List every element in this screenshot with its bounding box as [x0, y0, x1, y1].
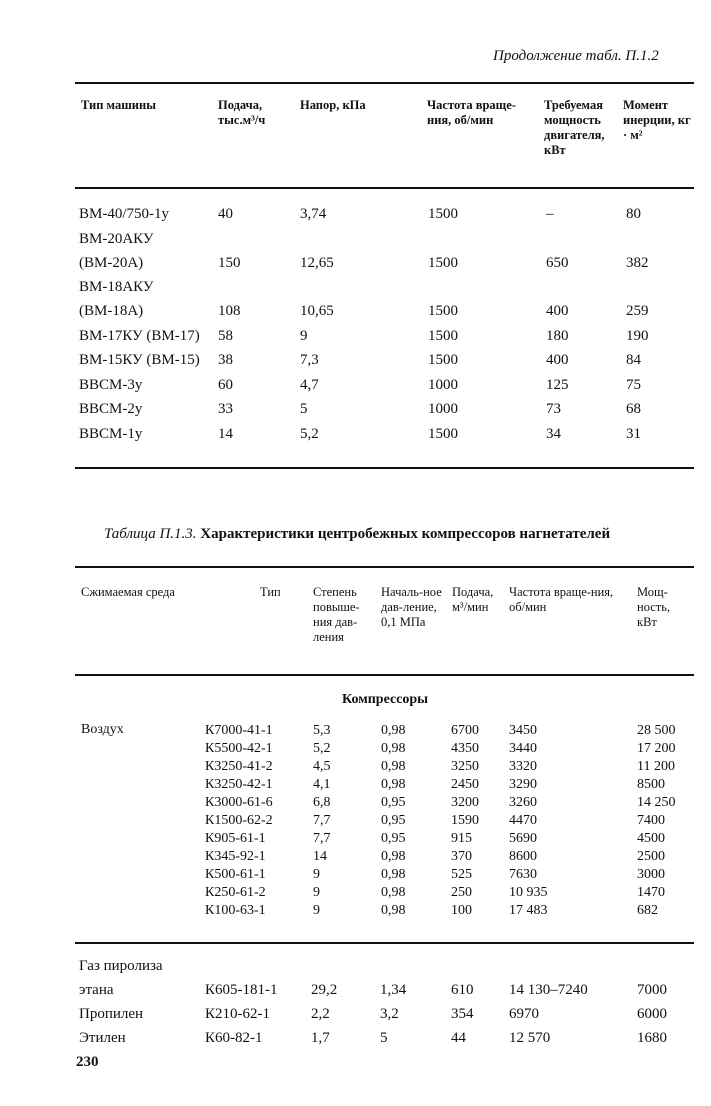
- table1-cell: 5,2: [300, 426, 319, 442]
- table1-cell: 1500: [428, 303, 458, 319]
- table1-machine-name: ВВСМ-1у: [79, 426, 143, 442]
- table2-air-cell: 3000: [637, 867, 665, 882]
- table2-air-cell: 0,98: [381, 759, 406, 774]
- table2-gas-cell: 6970: [509, 1006, 539, 1022]
- table1-cell: 1500: [428, 206, 458, 222]
- table1-cell: 190: [626, 328, 649, 344]
- table1-cell: 4,7: [300, 377, 319, 393]
- table2-header-power: Мощ-ность, кВт: [637, 585, 671, 629]
- table2-air-cell: 0,95: [381, 795, 406, 810]
- table2-air-cell: 17 483: [509, 903, 548, 918]
- table2-air-cell: 0,98: [381, 849, 406, 864]
- table1-cell: 400: [546, 352, 569, 368]
- table2-air-cell: 3320: [509, 759, 537, 774]
- table2-mid-rule: [75, 942, 694, 944]
- table1-cell: 73: [546, 401, 561, 417]
- table1-header-inertia: Момент инерции, кг · м²: [623, 98, 691, 142]
- table2-air-cell: 6700: [451, 723, 479, 738]
- table1-cell: 31: [626, 426, 641, 442]
- table1-cell: 108: [218, 303, 241, 319]
- table1-cell: –: [546, 206, 554, 222]
- table1-cell: 1500: [428, 255, 458, 271]
- table2-gas-cell: 29,2: [311, 982, 338, 998]
- table2-air-cell: 525: [451, 867, 472, 882]
- table1-header-rule: [75, 187, 694, 189]
- table1-cell: 10,65: [300, 303, 334, 319]
- table2-header-medium: Сжимаемая среда: [81, 585, 175, 599]
- table2-air-type: К905-61-1: [205, 831, 266, 846]
- table1-cell: 34: [546, 426, 561, 442]
- table1-cell: 382: [626, 255, 649, 271]
- table2-gas-cell: 7000: [637, 982, 667, 998]
- table2-air-cell: 7,7: [313, 813, 331, 828]
- table2-gas-type: К210-62-1: [205, 1006, 270, 1022]
- table2-air-type: К7000-41-1: [205, 723, 273, 738]
- table1-cell: 14: [218, 426, 233, 442]
- table2-gas-cell: 2,2: [311, 1006, 330, 1022]
- table2-gas-cell: 1,34: [380, 982, 407, 998]
- table2-caption-title: Характеристики центробежных компрессоров нагнетателей: [200, 526, 611, 542]
- table1-cell: 5: [300, 401, 308, 417]
- table2-air-cell: 3450: [509, 723, 537, 738]
- table2-air-cell: 7400: [637, 813, 665, 828]
- table1-cell: 12,65: [300, 255, 334, 271]
- table1-cell: 3,74: [300, 206, 327, 222]
- table2-air-cell: 100: [451, 903, 472, 918]
- continuation-heading: Продолжение табл. П.1.2: [493, 48, 659, 64]
- table1-cell: 7,3: [300, 352, 319, 368]
- table1-cell: 75: [626, 377, 641, 393]
- table2-air-cell: 9: [313, 903, 320, 918]
- table1-machine-name: ВВСМ-3у: [79, 377, 143, 393]
- table1-machine-name: ВМ-17КУ (ВМ-17): [79, 328, 200, 344]
- table1-cell: 60: [218, 377, 233, 393]
- table2-air-cell: 250: [451, 885, 472, 900]
- table2-air-cell: 17 200: [637, 741, 676, 756]
- table2-air-cell: 4500: [637, 831, 665, 846]
- table1-header-pressure: Напор, кПа: [300, 98, 366, 112]
- table2-air-cell: 2500: [637, 849, 665, 864]
- table1-top-rule: [75, 82, 694, 84]
- table2-gas-type: К60-82-1: [205, 1030, 263, 1046]
- table2-caption: [104, 526, 610, 543]
- table1-cell: 650: [546, 255, 569, 271]
- table2-air-cell: 4470: [509, 813, 537, 828]
- table1-cell: 33: [218, 401, 233, 417]
- table2-air-cell: 2450: [451, 777, 479, 792]
- table2-air-cell: 5,3: [313, 723, 331, 738]
- table2-gas-cell: 6000: [637, 1006, 667, 1022]
- table1-machine-name: (ВМ-20А): [79, 255, 144, 271]
- table1-cell: 180: [546, 328, 569, 344]
- table1-machine-name: ВМ-15КУ (ВМ-15): [79, 352, 200, 368]
- table2-air-type: К100-63-1: [205, 903, 266, 918]
- table2-air-cell: 0,98: [381, 741, 406, 756]
- table2-air-cell: 0,98: [381, 777, 406, 792]
- table1-cell: 58: [218, 328, 233, 344]
- table2-gas-cell: 3,2: [380, 1006, 399, 1022]
- table1-cell: 9: [300, 328, 308, 344]
- table2-air-cell: 1590: [451, 813, 479, 828]
- table2-air-cell: 0,95: [381, 831, 406, 846]
- table2-top-rule: [75, 566, 694, 568]
- table2-air-cell: 3290: [509, 777, 537, 792]
- table2-air-cell: 0,98: [381, 723, 406, 738]
- table1-cell: 1500: [428, 328, 458, 344]
- table2-air-medium: Воздух: [81, 722, 124, 737]
- table1-machine-name: ВМ-40/750-1у: [79, 206, 169, 222]
- table2-gas-medium: этана: [79, 982, 114, 998]
- table2-gas-cell: 1680: [637, 1030, 667, 1046]
- table2-section-title: Компрессоры: [342, 692, 429, 707]
- table1-header-type: Тип машины: [81, 98, 156, 112]
- page-number: 230: [76, 1054, 99, 1070]
- table2-air-cell: 10 935: [509, 885, 548, 900]
- table2-air-type: К3250-42-1: [205, 777, 273, 792]
- table2-air-cell: 5,2: [313, 741, 331, 756]
- table1-cell: 68: [626, 401, 641, 417]
- table2-air-cell: 682: [637, 903, 658, 918]
- table2-header-ratio: Степень повыше-ния дав-ления: [313, 585, 360, 644]
- table1-cell: 1000: [428, 377, 458, 393]
- table2-caption-label: Таблица П.1.3.: [104, 526, 197, 542]
- table2-air-cell: 3250: [451, 759, 479, 774]
- table2-air-cell: 6,8: [313, 795, 331, 810]
- table1-cell: 80: [626, 206, 641, 222]
- table2-air-type: К1500-62-2: [205, 813, 273, 828]
- table2-gas-cell: 5: [380, 1030, 388, 1046]
- table1-header-power: Требуемая мощность двигателя, кВт: [544, 98, 605, 157]
- table2-air-type: К3250-41-2: [205, 759, 273, 774]
- table2-air-cell: 11 200: [637, 759, 675, 774]
- table1-cell: 84: [626, 352, 641, 368]
- table2-air-type: К345-92-1: [205, 849, 266, 864]
- table2-air-cell: 8500: [637, 777, 665, 792]
- table1-cell: 259: [626, 303, 649, 319]
- table2-air-cell: 28 500: [637, 723, 676, 738]
- table2-air-cell: 0,98: [381, 903, 406, 918]
- table2-header-flow: Подача, м³/мин: [452, 585, 494, 614]
- table2-header-initial-pressure: Началь-ное дав-ление, 0,1 МПа: [381, 585, 442, 629]
- table2-air-type: К500-61-1: [205, 867, 266, 882]
- table1-cell: 1500: [428, 352, 458, 368]
- table2-air-cell: 0,98: [381, 885, 406, 900]
- table2-gas-cell: 12 570: [509, 1030, 551, 1046]
- table1-machine-name: ВВСМ-2у: [79, 401, 143, 417]
- table2-header-type: Тип: [260, 585, 281, 599]
- table1-cell: 400: [546, 303, 569, 319]
- table2-air-cell: 7,7: [313, 831, 331, 846]
- table2-air-cell: 3200: [451, 795, 479, 810]
- table2-air-type: К3000-61-6: [205, 795, 273, 810]
- table1-bottom-rule: [75, 467, 694, 469]
- table1-cell: 150: [218, 255, 241, 271]
- table1-machine-name: ВМ-20АКУ: [79, 231, 154, 247]
- table2-air-cell: 8600: [509, 849, 537, 864]
- table2-air-cell: 14: [313, 849, 327, 864]
- table2-gas-cell: 44: [451, 1030, 466, 1046]
- table2-air-cell: 3260: [509, 795, 537, 810]
- table2-header-rpm: Частота враще-ния, об/мин: [509, 585, 614, 614]
- table2-air-cell: 5690: [509, 831, 537, 846]
- table2-air-cell: 915: [451, 831, 472, 846]
- table1-header-rpm: Частота враще-ния, об/мин: [427, 98, 516, 127]
- table2-air-cell: 0,98: [381, 867, 406, 882]
- table2-air-type: К5500-42-1: [205, 741, 273, 756]
- table2-air-cell: 4,1: [313, 777, 331, 792]
- table1-machine-name: (ВМ-18А): [79, 303, 144, 319]
- table2-air-cell: 0,95: [381, 813, 406, 828]
- table2-gas-medium: Пропилен: [79, 1006, 144, 1022]
- table2-gas-cell: 1,7: [311, 1030, 330, 1046]
- table1-machine-name: ВМ-18АКУ: [79, 279, 154, 295]
- table1-cell: 40: [218, 206, 233, 222]
- table2-gas-medium: Этилен: [79, 1030, 126, 1046]
- table1-cell: 125: [546, 377, 569, 393]
- table2-header-rule: [75, 674, 694, 676]
- table2-air-cell: 9: [313, 885, 320, 900]
- table2-gas-type: К605-181-1: [205, 982, 278, 998]
- table2-air-cell: 4,5: [313, 759, 331, 774]
- table2-gas-cell: 354: [451, 1006, 474, 1022]
- table2-air-cell: 9: [313, 867, 320, 882]
- table1-header-flow: Подача, тыс.м³/ч: [218, 98, 266, 127]
- table1-cell: 1000: [428, 401, 458, 417]
- table2-air-cell: 14 250: [637, 795, 676, 810]
- table1-cell: 38: [218, 352, 233, 368]
- table2-air-cell: 370: [451, 849, 472, 864]
- table2-air-cell: 3440: [509, 741, 537, 756]
- table2-gas-cell: 14 130–7240: [509, 982, 588, 998]
- table2-air-cell: 1470: [637, 885, 665, 900]
- table2-gas-label: Газ пиролиза: [79, 958, 163, 974]
- table1-cell: 1500: [428, 426, 458, 442]
- table2-gas-cell: 610: [451, 982, 474, 998]
- table2-air-cell: 7630: [509, 867, 537, 882]
- table2-air-cell: 4350: [451, 741, 479, 756]
- table2-air-type: К250-61-2: [205, 885, 266, 900]
